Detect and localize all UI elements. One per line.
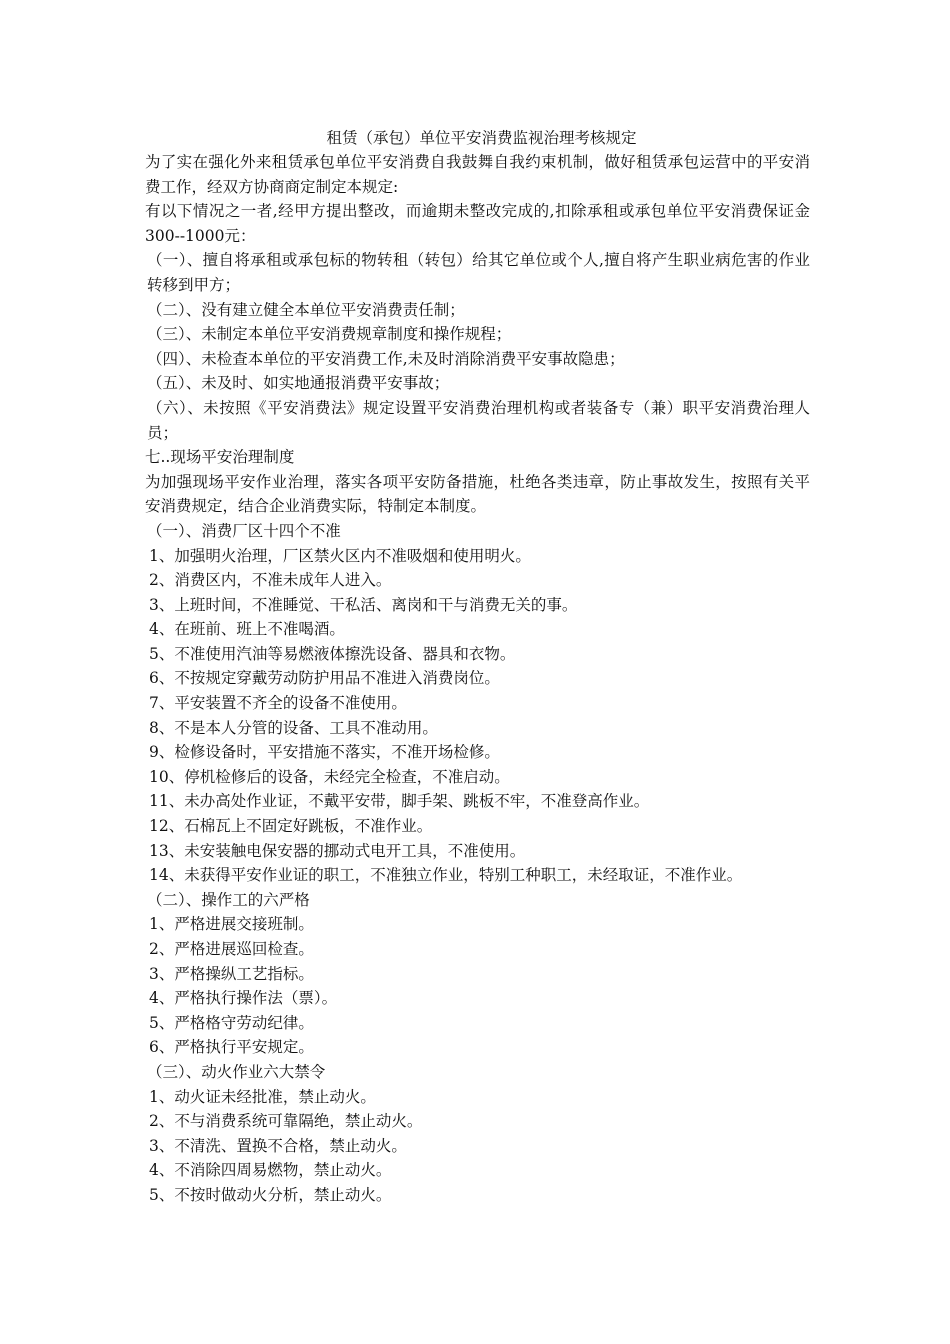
list-item: 9、检修设备时，平安措施不落实，不准开场检修。	[149, 743, 500, 762]
penalty-paragraph: 有以下情况之一者,经甲方提出整改，而逾期未整改完成的,扣除承租或承包单位平安消费保证金300--1000元：	[145, 202, 810, 245]
list-item: 1、动火证未经批准，禁止动火。	[149, 1087, 376, 1106]
list-item: 10、停机检修后的设备，未经完全检查，不准启动。	[149, 767, 510, 786]
document-title: 租赁（承包）单位平安消费监视治理考核规定	[326, 129, 637, 147]
list-item: 4、严格执行操作法（票）。	[149, 989, 338, 1008]
list-item: 3、不清洗、置换不合格，禁止动火。	[149, 1136, 407, 1155]
section-7-paragraph: 为加强现场平安作业治理，落实各项平安防备措施，杜绝各类违章，防止事故发生，按照有关平安消费规定，结合企业消费实际，特制定本制度。	[145, 472, 810, 516]
list-item: 5、严格格守劳动纪律。	[149, 1013, 314, 1032]
list-item: 12、石棉瓦上不固定好跳板，不准作业。	[149, 817, 433, 836]
list-item: 4、不消除四周易燃物，禁止动火。	[149, 1161, 392, 1180]
list-item: 7、平安装置不齐全的设备不准使用。	[149, 694, 407, 713]
list-item: 6、不按规定穿戴劳动防护用品不准进入消费岗位。	[149, 669, 500, 688]
penalty-item-5: （五）、未及时、如实地通报消费平安事故；	[147, 374, 450, 393]
list-item: 6、严格执行平安规定。	[149, 1038, 314, 1057]
document-page	[145, 126, 810, 1208]
section-heading-7: 七..现场平安治理制度	[145, 448, 295, 467]
penalty-item-3: （三）、未制定本单位平安消费规章制度和操作规程；	[147, 325, 512, 344]
list-item: 5、不准使用汽油等易燃液体擦洗设备、器具和衣物。	[149, 644, 516, 663]
list-item: 1、严格进展交接班制。	[149, 915, 314, 934]
subsection-heading-2: （二）、操作工的六严格	[147, 890, 310, 909]
list-item: 8、不是本人分管的设备、工具不准动用。	[149, 718, 438, 737]
penalty-item-2: （二）、没有建立健全本单位平安消费责任制；	[147, 300, 465, 319]
penalty-item-6: （六）、未按照《平安消费法》规定设置平安消费治理机构或者装备专（兼）职平安消费治理人员；	[147, 398, 810, 442]
list-item: 14、未获得平安作业证的职工，不准独立作业，特别工种职工，未经取证，不准作业。	[149, 866, 743, 885]
list-item: 11、未办高处作业证，不戴平安带，脚手架、跳板不牢，不准登高作业。	[149, 792, 650, 811]
list-item: 3、上班时间，不准睡觉、干私活、离岗和干与消费无关的事。	[149, 595, 578, 614]
penalty-item-1: （一）、擅自将承租或承包标的物转租（转包）给其它单位或个人,擅自将产生职业病危害的作业转移到甲方；	[147, 251, 810, 294]
list-item: 2、不与消费系统可靠隔绝，禁止动火。	[149, 1112, 423, 1131]
list-item: 2、消费区内，不准未成年人进入。	[149, 571, 392, 590]
intro-paragraph: 为了实在强化外来租赁承包单位平安消费自我鼓舞自我约束机制，做好租赁承包运营中的平安消费工作，经双方协商商定制定本规定:	[145, 153, 810, 196]
subsection-heading-1: （一）、消费厂区十四个不准	[147, 521, 341, 540]
list-item: 5、不按时做动火分析，禁止动火。	[149, 1185, 392, 1204]
list-item: 13、未安装触电保安器的挪动式电开工具，不准使用。	[149, 841, 526, 860]
penalty-item-4: （四）、未检查本单位的平安消费工作,未及时消除消费平安事故隐患；	[147, 349, 625, 368]
subsection-heading-3: （三）、动火作业六大禁令	[147, 1062, 326, 1081]
list-item: 2、严格进展巡回检查。	[149, 940, 314, 958]
list-item: 3、严格操纵工艺指标。	[149, 964, 314, 983]
list-item: 1、加强明火治理，厂区禁火区内不准吸烟和使用明火。	[149, 546, 531, 565]
list-item: 4、在班前、班上不准喝酒。	[149, 620, 345, 639]
